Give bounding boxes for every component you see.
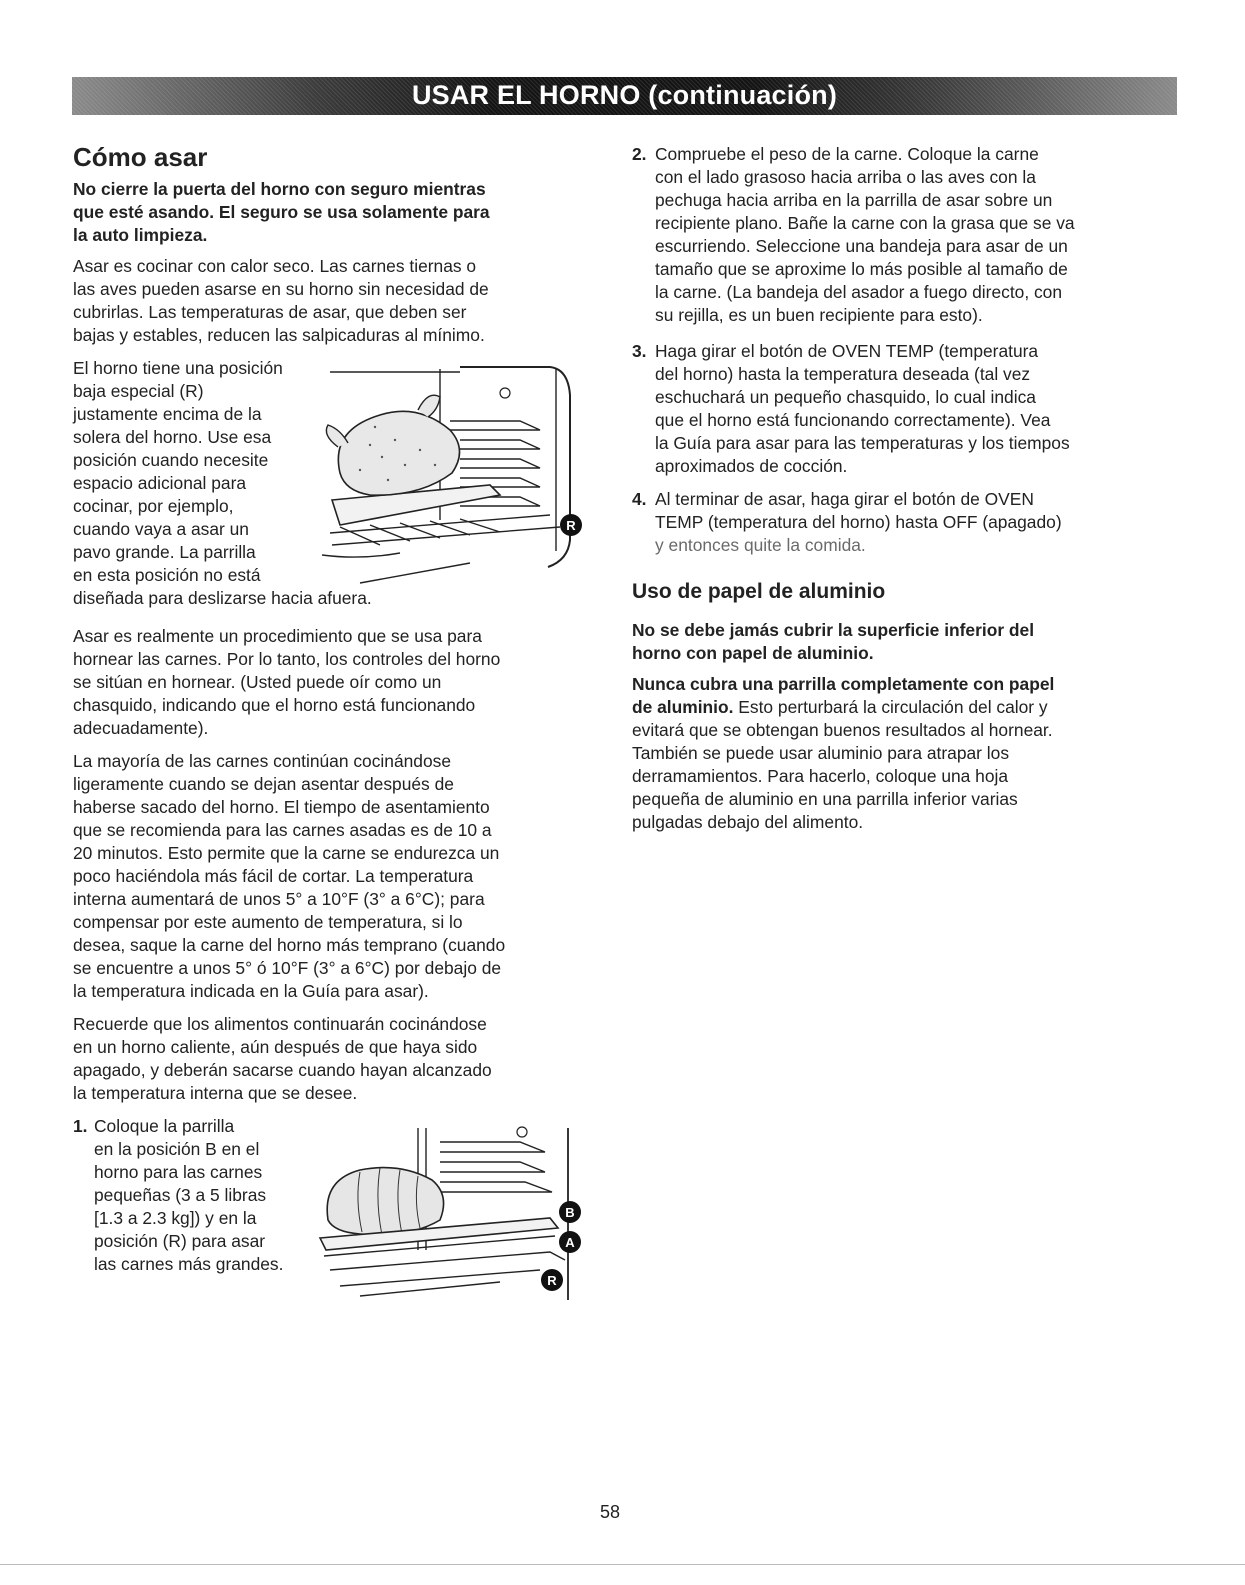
heading-uso-aluminio: Uso de papel de aluminio [632, 580, 886, 603]
heading-como-asar: Cómo asar [73, 142, 208, 172]
text-line: cuando vaya a asar un [73, 519, 249, 539]
text-line: posición cuando necesite [73, 450, 269, 470]
step-number: 4. [632, 489, 647, 509]
text-line: eschuchará un pequeño chasquido, lo cual indica [655, 387, 1036, 407]
text-line: pequeñas (3 a 5 libras [94, 1185, 267, 1205]
text-line: ligeramente cuando se dejan asentar después de [73, 774, 454, 794]
text-line: [1.3 a 2.3 kg]) y en la [94, 1208, 257, 1228]
text-line [632, 696, 1048, 719]
text-line: se sitúan en hornear. (Usted puede oír como un [73, 672, 442, 692]
text-line: Asar es realmente un procedimiento que se usa para [73, 626, 482, 646]
text-line: solera del horno. Use esa [73, 427, 272, 447]
text-line: También se puede usar aluminio para atrapar los [632, 743, 1010, 763]
text-line: justamente encima de la [73, 404, 262, 424]
turkey-oven-illustration [300, 355, 600, 585]
text-line: tamaño que se aproxime lo más posible al tamaño de [655, 259, 1068, 279]
text-line: cubrirlas. Las temperaturas de asar, que deben ser [73, 302, 467, 322]
step-number: 2. [632, 144, 647, 164]
text-line: Asar es cocinar con calor seco. Las carnes tiernas o [73, 256, 477, 276]
warning-line: No se debe jamás cubrir la superficie inferior del [632, 620, 1035, 640]
text-line: Al terminar de asar, haga girar el botón de OVEN [655, 489, 1034, 509]
footer-rule [0, 1564, 1245, 1565]
text-line: baja especial (R) [73, 381, 204, 401]
rack-label-b: B [565, 1205, 575, 1220]
text-line: haberse sacado del horno. El tiempo de asentamiento [73, 797, 490, 817]
warning-line: de aluminio. [632, 697, 734, 717]
text-line: Recuerde que los alimentos continuarán cocinándose [73, 1014, 487, 1034]
rack-label-a: A [565, 1235, 575, 1250]
text-line: su rejilla, es un buen recipiente para esto). [655, 305, 983, 325]
text-line: desea, saque la carne del horno más temprano (cuando [73, 935, 506, 955]
warning-line: que esté asando. El seguro se usa solamente para [73, 202, 490, 222]
warning-line: No cierre la puerta del horno con seguro mientras [73, 179, 486, 199]
page-number: 58 [600, 1502, 621, 1522]
text-line: interna aumentará de unos 5° a 10°F (3° a 6°C); para [73, 889, 485, 909]
text-line: Esto perturbará la circulación del calor y [733, 697, 1048, 717]
roast-oven-illustration [300, 1110, 600, 1310]
text-line: recipiente plano. Bañe la carne con la grasa que se va [655, 213, 1075, 233]
text-line: que se recomienda para las carnes asadas es de 10 a [73, 820, 492, 840]
text-line: bajas y estables, reducen las salpicaduras al mínimo. [73, 325, 485, 345]
text-line: pechuga hacia arriba en la parrilla de asar sobre un [655, 190, 1053, 210]
section-banner [72, 77, 1177, 115]
text-line: Coloque la parrilla [94, 1116, 235, 1136]
text-line: pavo grande. La parrilla [73, 542, 256, 562]
warning-line: Nunca cubra una parrilla completamente con papel [632, 674, 1055, 694]
text-line: espacio adicional para [73, 473, 247, 493]
text-line: hornear las carnes. Por lo tanto, los controles del horno [73, 649, 501, 669]
rack-label-r: R [566, 518, 576, 533]
text-line: chasquido, indicando que el horno está funcionando [73, 695, 476, 715]
text-line: El horno tiene una posición [73, 358, 283, 378]
banner-title: USAR EL HORNO (continuación) [411, 80, 838, 110]
step-number: 3. [632, 341, 647, 361]
text-line: escurriendo. Seleccione una bandeja para asar de un [655, 236, 1068, 256]
text-line: pequeña de aluminio en una parrilla inferior varias [632, 789, 1018, 809]
text-line: las carnes más grandes. [94, 1254, 284, 1274]
text-line: pulgadas debajo del alimento. [632, 812, 864, 832]
text-line: diseñada para deslizarse hacia afuera. [73, 588, 372, 608]
text-line: en la posición B en el [94, 1139, 260, 1159]
warning-line: la auto limpieza. [73, 225, 208, 245]
text-line: derramamientos. Para hacerlo, coloque una hoja [632, 766, 1009, 786]
text-line: que el horno está funcionando correctamente). Vea [655, 410, 1051, 430]
text-line: La mayoría de las carnes continúan cocinándose [73, 751, 452, 771]
text-line: con el lado grasoso hacia arriba o las aves con la [655, 167, 1036, 187]
text-line: en esta posición no está [73, 565, 261, 585]
text-line: se encuentre a unos 5° ó 10°F (3° a 6°C) por debajo de [73, 958, 502, 978]
text-line: cocinar, por ejemplo, [73, 496, 234, 516]
text-line: posición (R) para asar [94, 1231, 266, 1251]
text-line: Haga girar el botón de OVEN TEMP (temperatura [655, 341, 1039, 361]
text-line: compensar por este aumento de temperatura, si lo [73, 912, 463, 932]
text-line: la temperatura indicada en la Guía para asar). [73, 981, 429, 1001]
text-line: en un horno caliente, aún después de que haya sido [73, 1037, 478, 1057]
step-number: 1. [73, 1116, 88, 1136]
text-line: apagado, y deberán sacarse cuando hayan alcanzado [73, 1060, 492, 1080]
text-line: la Guía para asar para las temperaturas y los tiempos [655, 433, 1070, 453]
text-line: la carne. (La bandeja del asador a fuego directo, con [655, 282, 1063, 302]
text-line: evitará que se obtengan buenos resultados al hornear. [632, 720, 1053, 740]
text-line: del horno) hasta la temperatura deseada (tal vez [655, 364, 1031, 384]
text-line: aproximados de cocción. [655, 456, 848, 476]
text-line: poco haciéndola más fácil de cortar. La temperatura [73, 866, 474, 886]
text-line: 20 minutos. Esto permite que la carne se endurezca un [73, 843, 500, 863]
warning-line: horno con papel de aluminio. [632, 643, 874, 663]
text-line: la temperatura interna que se desee. [73, 1083, 358, 1103]
text-line: adecuadamente). [73, 718, 209, 738]
text-line: las aves pueden asarse en su horno sin necesidad de [73, 279, 489, 299]
rack-label-r: R [547, 1273, 557, 1288]
text-line: Compruebe el peso de la carne. Coloque la carne [655, 144, 1039, 164]
text-line: y entonces quite la comida. [655, 535, 866, 555]
text-line: horno para las carnes [94, 1162, 263, 1182]
text-line: TEMP (temperatura del horno) hasta OFF (apagado) [655, 512, 1062, 532]
